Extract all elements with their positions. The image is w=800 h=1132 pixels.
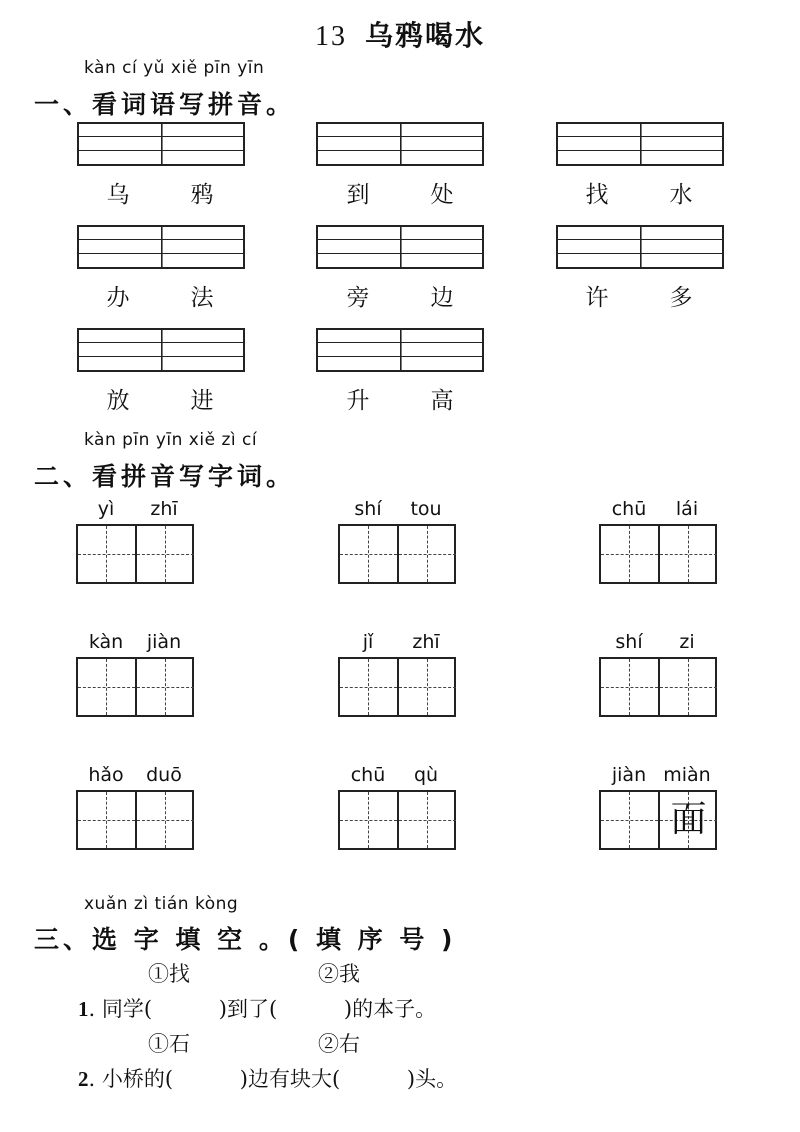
word-char: 办 bbox=[106, 285, 130, 311]
pinyin-label: yì bbox=[97, 498, 115, 520]
lesson-title: 乌鸦喝水 bbox=[364, 19, 485, 52]
option-1: ①找 bbox=[148, 962, 190, 986]
word-char: 边 bbox=[430, 285, 454, 311]
section1-heading: 一、看词语写拼音。 bbox=[34, 90, 296, 119]
word-char: 法 bbox=[190, 285, 214, 311]
pinyin-writing-box[interactable] bbox=[556, 225, 724, 269]
word-char: 处 bbox=[430, 182, 454, 208]
word-char: 水 bbox=[669, 182, 693, 208]
question-text: . 同学( )到了( )的本子。 bbox=[88, 997, 437, 1021]
question-1 bbox=[78, 993, 436, 1023]
character-grid[interactable] bbox=[338, 524, 456, 584]
pinyin-label: zhī bbox=[412, 631, 440, 653]
pinyin-label: miàn bbox=[663, 764, 711, 786]
pinyin-writing-box[interactable] bbox=[77, 225, 245, 269]
character-grid[interactable] bbox=[76, 657, 194, 717]
pinyin-writing-box[interactable] bbox=[556, 122, 724, 166]
question-number: 2 bbox=[78, 1067, 89, 1091]
character-grid[interactable] bbox=[599, 790, 717, 850]
word-char: 进 bbox=[190, 388, 214, 414]
character-grid[interactable] bbox=[76, 790, 194, 850]
section3-pinyin-hint: xuǎn zì tián kòng bbox=[84, 894, 239, 914]
option-1: ①石 bbox=[148, 1032, 190, 1056]
pinyin-label: zhī bbox=[150, 498, 178, 520]
pinyin-writing-box[interactable] bbox=[316, 225, 484, 269]
section3-heading: 三、选 字 填 空 。( 填 序 号 ) bbox=[34, 925, 457, 954]
section1-pinyin-hint: kàn cí yǔ xiě pīn yīn bbox=[84, 58, 265, 78]
question-text: . 小桥的( )边有块大( )头。 bbox=[88, 1067, 458, 1091]
character-grid[interactable] bbox=[338, 790, 456, 850]
pinyin-label: hǎo bbox=[88, 764, 124, 786]
character-grid[interactable] bbox=[338, 657, 456, 717]
word-char: 升 bbox=[346, 388, 370, 414]
word-char: 鸦 bbox=[190, 182, 214, 208]
pinyin-label: qù bbox=[413, 764, 439, 786]
section2-pinyin-hint: kàn pīn yīn xiě zì cí bbox=[84, 430, 258, 450]
word-char: 放 bbox=[106, 388, 130, 414]
page-title bbox=[0, 14, 800, 54]
word-char: 许 bbox=[585, 285, 609, 311]
question-2 bbox=[78, 1063, 457, 1093]
lesson-number: 13 bbox=[314, 21, 347, 52]
pinyin-label: chū bbox=[611, 498, 647, 520]
pinyin-label: tou bbox=[410, 498, 442, 520]
pinyin-label: jiàn bbox=[146, 631, 182, 653]
word-char: 到 bbox=[346, 182, 370, 208]
pinyin-label: kàn bbox=[88, 631, 124, 653]
pinyin-writing-box[interactable] bbox=[77, 328, 245, 372]
pinyin-label: jiàn bbox=[611, 764, 647, 786]
section2-heading: 二、看拼音写字词。 bbox=[34, 462, 296, 491]
character-grid[interactable] bbox=[76, 524, 194, 584]
pinyin-label: chū bbox=[350, 764, 386, 786]
word-char: 旁 bbox=[346, 285, 370, 311]
character-grid[interactable] bbox=[599, 524, 717, 584]
option-2: ②我 bbox=[318, 962, 360, 986]
word-char: 乌 bbox=[106, 182, 130, 208]
pinyin-label: zi bbox=[679, 631, 695, 653]
word-char: 多 bbox=[669, 285, 693, 311]
given-character: 面 bbox=[670, 799, 707, 840]
word-char: 高 bbox=[430, 388, 454, 414]
character-grid[interactable] bbox=[599, 657, 717, 717]
option-2: ②右 bbox=[318, 1032, 360, 1056]
pinyin-writing-box[interactable] bbox=[316, 122, 484, 166]
pinyin-label: jǐ bbox=[362, 631, 374, 653]
question-number: 1 bbox=[78, 997, 89, 1021]
word-char: 找 bbox=[585, 182, 609, 208]
pinyin-label: shí bbox=[615, 631, 643, 653]
pinyin-label: shí bbox=[354, 498, 382, 520]
pinyin-writing-box[interactable] bbox=[77, 122, 245, 166]
pinyin-label: duō bbox=[146, 764, 182, 786]
pinyin-writing-box[interactable] bbox=[316, 328, 484, 372]
pinyin-label: lái bbox=[675, 498, 699, 520]
